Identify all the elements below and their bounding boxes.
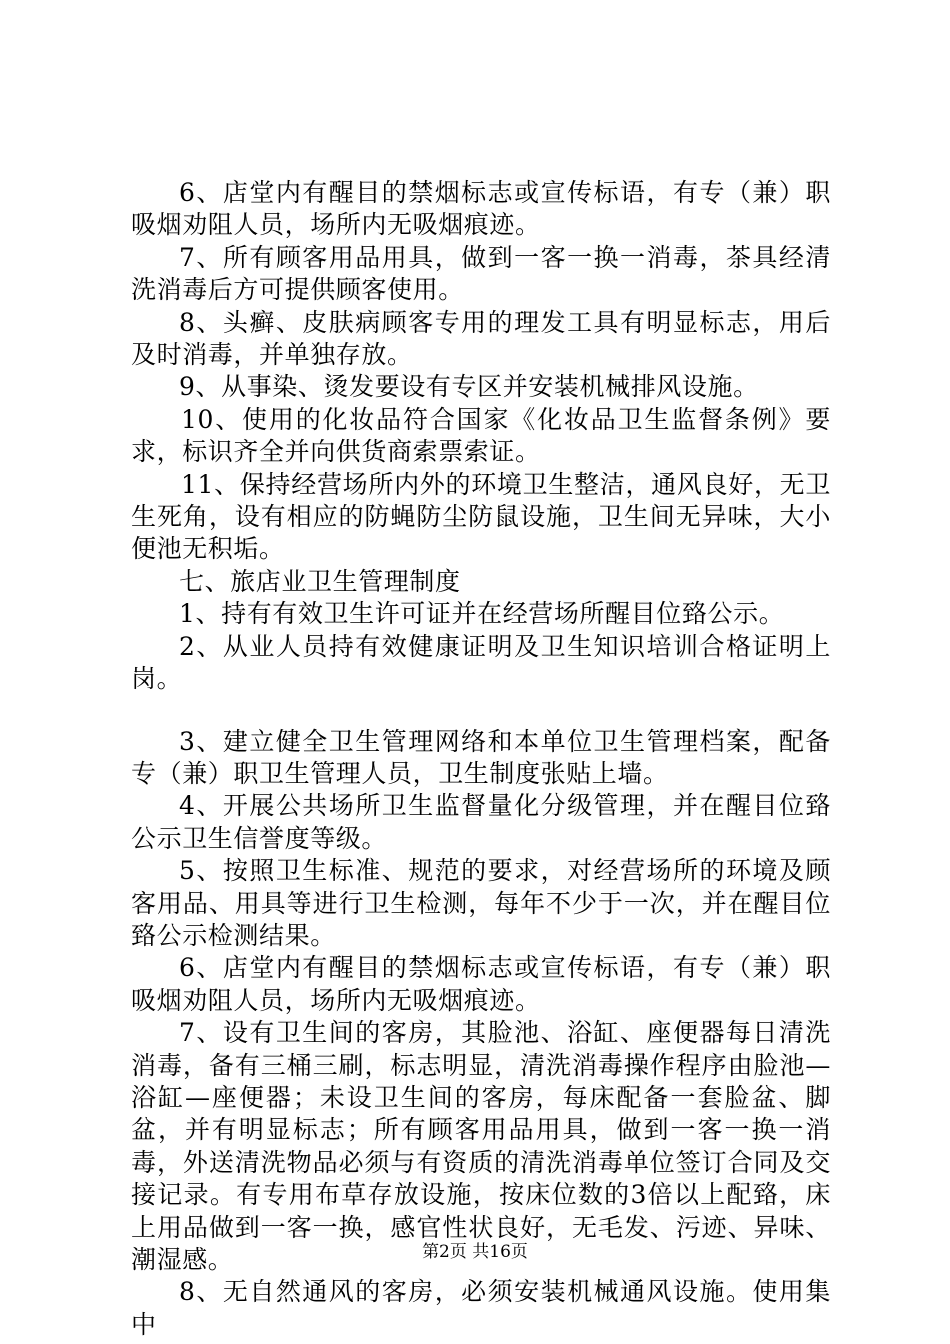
- page-number-footer: 第2页 共16页: [422, 1242, 528, 1262]
- paragraph: 6、店堂内有醒目的禁烟标志或宣传标语，有专（兼）职吸烟劝阻人员，场所内无吸烟痕迹。: [131, 178, 831, 240]
- paragraph-spacer: [131, 696, 831, 726]
- paragraph: 9、从事染、烫发要设有专区并安装机械排风设施。: [179, 372, 759, 402]
- paragraph: 4、开展公共场所卫生监督量化分级管理，并在醒目位臵公示卫生信誉度等级。: [131, 791, 831, 853]
- document-body: [131, 177, 831, 1341]
- paragraph: 6、店堂内有醒目的禁烟标志或宣传标语，有专（兼）职吸烟劝阻人员，场所内无吸烟痕迹。: [131, 953, 831, 1015]
- paragraph: 2、从业人员持有效健康证明及卫生知识培训合格证明上岗。: [131, 631, 831, 694]
- paragraph: 3、建立健全卫生管理网络和本单位卫生管理档案，配备专（兼）职卫生管理人员，卫生制度张贴上墙。: [131, 726, 831, 788]
- paragraph: 8、无自然通风的客房，必须安装机械通风设施。使用集中: [131, 1277, 831, 1339]
- paragraph: 8、头癣、皮肤病顾客专用的理发工具有明显标志，用后及时消毒，并单独存放。: [131, 307, 831, 370]
- paragraph: 10、使用的化妆品符合国家《化妆品卫生监督条例》要求，标识齐全并向供货商索票索证。: [131, 404, 831, 467]
- section-heading: 七、旅店业卫生管理制度: [179, 566, 461, 596]
- paragraph: 7、所有顾客用品用具，做到一客一换一消毒，茶具经清洗消毒后方可提供顾客使用。: [131, 242, 831, 305]
- paragraph: 1、持有有效卫生许可证并在经营场所醒目位臵公示。: [179, 599, 785, 629]
- paragraph: 11、保持经营场所内外的环境卫生整洁，通风良好，无卫生死角，设有相应的防蝇防尘防鼠设施，卫生间无异味，大小便池无积垢。: [131, 469, 831, 564]
- paragraph: 5、按照卫生标准、规范的要求，对经营场所的环境及顾客用品、用具等进行卫生检测，每年不少于一次，并在醒目位臵公示检测结果。: [131, 856, 831, 950]
- paragraph: 7、设有卫生间的客房，其脸池、浴缸、座便器每日清洗消毒，备有三桶三刷，标志明显，清洗消毒操作程序由脸池—浴缸—座便器；未设卫生间的客房，每床配备一套脸盆、脚盆，并有明显标志；所有顾客用品用具，做到一客一换一消毒，外送清洗物品必须与有资质的清洗消毒单位签订合同及交接记录。有专用布草存放设施，按床位数的3倍以上配臵，床上用品做到一客一换，感官性状良好，无毛发、污迹、异味、潮湿感。: [131, 1018, 831, 1274]
